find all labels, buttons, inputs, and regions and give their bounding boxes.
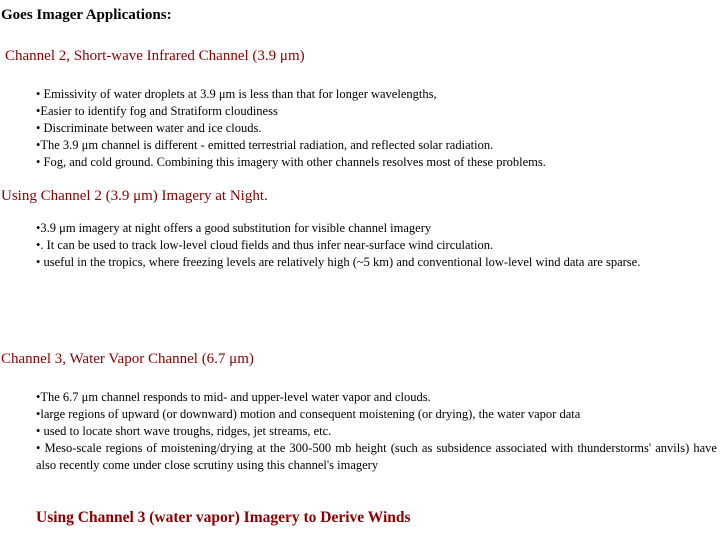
derive-winds-link[interactable]: Using Channel 3 (water vapor) Imagery to Derive Winds	[36, 509, 411, 526]
list-item: • Fog, and cold ground. Combining this imagery with other channels resolves most of these problems.	[36, 155, 546, 169]
list-item: •Easier to identify fog and Stratiform cloudiness	[36, 104, 278, 118]
page-title: Goes Imager Applications:	[1, 7, 172, 23]
list-item: • Meso-scale regions of moistening/drying at the 300-500 mb height (such as subsidence associated with thunderstorms' anvils) have also recently come under close scrutiny using this channel's imagery	[36, 441, 717, 472]
list-item: •3.9 μm imagery at night offers a good substitution for visible channel imagery	[36, 221, 432, 235]
section-heading-night-imagery: Using Channel 2 (3.9 μm) Imagery at Night.	[1, 188, 268, 204]
list-item: •The 3.9 μm channel is different - emitted terrestrial radiation, and reflected solar radiation.	[36, 138, 494, 152]
list-item: • used to locate short wave troughs, ridges, jet streams, etc.	[36, 424, 332, 438]
list-item: • Discriminate between water and ice clouds.	[36, 121, 262, 135]
bullet-list-night-imagery	[36, 220, 717, 271]
list-item: • useful in the tropics, where freezing levels are relatively high (~5 km) and conventional low-level wind data are sparse.	[36, 255, 641, 269]
list-item: •large regions of upward (or downward) motion and consequent moistening (or drying), the water vapor data	[36, 407, 581, 421]
bullet-list-channel-2	[36, 86, 546, 171]
list-item: • Emissivity of water droplets at 3.9 μm is less than that for longer wavelengths,	[36, 87, 437, 101]
section-heading-channel-3: Channel 3, Water Vapor Channel (6.7 μm)	[1, 351, 254, 367]
list-item: •. It can be used to track low-level cloud fields and thus infer near-surface wind circulation.	[36, 238, 494, 252]
bullet-list-channel-3	[36, 389, 717, 474]
list-item: •The 6.7 μm channel responds to mid- and upper-level water vapor and clouds.	[36, 390, 431, 404]
section-heading-channel-2: Channel 2, Short-wave Infrared Channel (3.9 μm)	[5, 48, 305, 64]
